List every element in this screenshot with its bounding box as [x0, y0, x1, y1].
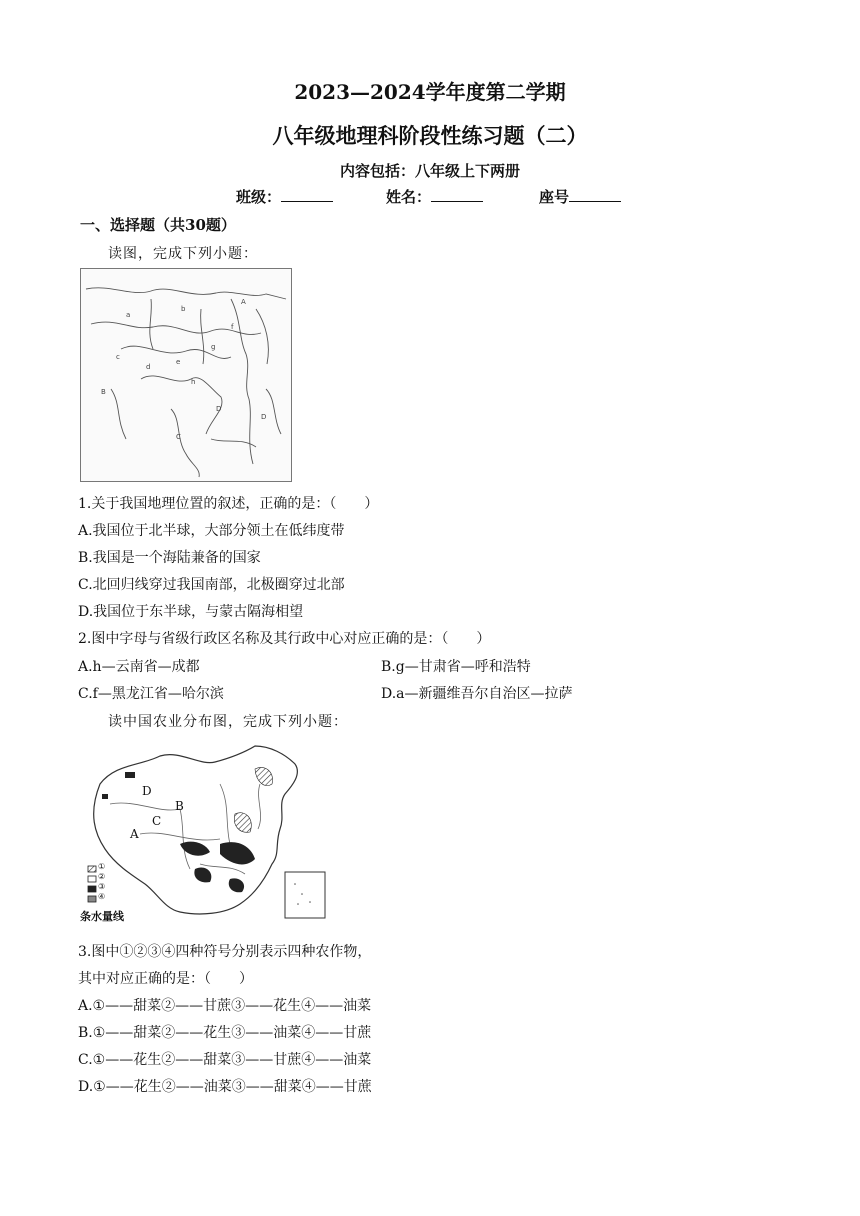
q1-stem: 1.关于我国地理位置的叙述，正确的是：（ ） — [78, 496, 379, 512]
name-field — [386, 186, 483, 207]
svg-text:D: D — [261, 413, 267, 421]
q2-option-c: C.f—黑龙江省—哈尔滨 — [78, 686, 224, 702]
q2-option-a: A.h—云南省—成都 — [78, 659, 200, 675]
exam-title: 八年级地理科阶段性练习题（二） — [272, 123, 588, 148]
svg-text:h: h — [191, 378, 196, 386]
svg-text:d: d — [146, 363, 151, 371]
map2-label-c: C — [152, 814, 162, 828]
q3-stem-line1: 3.图中①②③④四种符号分别表示四种农作物， — [78, 944, 372, 960]
legend-4: ④ — [98, 892, 106, 901]
name-label: 姓名： — [386, 188, 432, 206]
q3-option-c: C.①——花生②——甜菜③——甘蔗④——油菜 — [78, 1052, 372, 1068]
svg-text:a: a — [126, 311, 131, 319]
map2-label-b: B — [175, 799, 184, 813]
asia-map-figure — [80, 268, 292, 482]
map2-caption: 条水量线 — [80, 910, 124, 923]
q2-option-b: B.g—甘肃省—呼和浩特 — [381, 659, 531, 675]
q2-stem: 2.图中字母与省级行政区名称及其行政中心对应正确的是：（ ） — [78, 631, 491, 647]
q3-stem-line2: 其中对应正确的是：（ ） — [78, 971, 253, 987]
scope-text: 内容包括：八年级上下两册 — [339, 162, 520, 180]
svg-text:b: b — [181, 305, 186, 313]
q3-option-a: A.①——甜菜②——甘蔗③——花生④——油菜 — [78, 998, 372, 1014]
svg-text:f: f — [231, 323, 234, 331]
legend-2: ② — [98, 872, 106, 881]
group1-intro: 读图，完成下列小题： — [108, 246, 258, 262]
year-title: 2023—2024学年度第二学期 — [294, 80, 566, 104]
q3-option-d: D.①——花生②——油菜③——甜菜④——甘蔗 — [78, 1079, 372, 1095]
class-field — [236, 186, 333, 207]
group2-intro: 读中国农业分布图，完成下列小题： — [108, 714, 348, 730]
asia-map-drawing — [81, 269, 291, 481]
svg-text:g: g — [211, 343, 216, 351]
svg-text:c: c — [116, 353, 120, 361]
svg-text:A: A — [241, 298, 246, 306]
map2-label-d: D — [142, 784, 152, 798]
name-blank — [431, 187, 483, 202]
q1-option-d: D.我国位于东半球，与蒙古隔海相望 — [78, 604, 304, 620]
map2-label-a: A — [130, 827, 139, 841]
svg-text:e: e — [176, 358, 181, 366]
seat-field — [539, 186, 621, 207]
q1-option-c: C.北回归线穿过我国南部，北极圈穿过北部 — [78, 577, 345, 593]
seat-blank — [569, 187, 621, 202]
china-map-drawing — [80, 744, 330, 922]
q1-option-b: B.我国是一个海陆兼备的国家 — [78, 550, 261, 566]
legend-1: ① — [98, 862, 106, 871]
china-agriculture-map — [80, 744, 330, 922]
svg-text:D: D — [216, 405, 222, 413]
svg-text:C: C — [176, 433, 181, 441]
legend-3: ③ — [98, 882, 106, 891]
class-blank — [281, 187, 333, 202]
section-title: 一、选择题（共30题） — [80, 216, 236, 234]
seat-label: 座号 — [539, 188, 570, 206]
class-label: 班级： — [236, 188, 282, 206]
svg-text:B: B — [101, 388, 106, 396]
q3-option-b: B.①——甜菜②——花生③——油菜④——甘蔗 — [78, 1025, 372, 1041]
q2-option-d: D.a—新疆维吾尔自治区—拉萨 — [381, 686, 573, 702]
q1-option-a: A.我国位于北半球，大部分领土在低纬度带 — [78, 523, 345, 539]
